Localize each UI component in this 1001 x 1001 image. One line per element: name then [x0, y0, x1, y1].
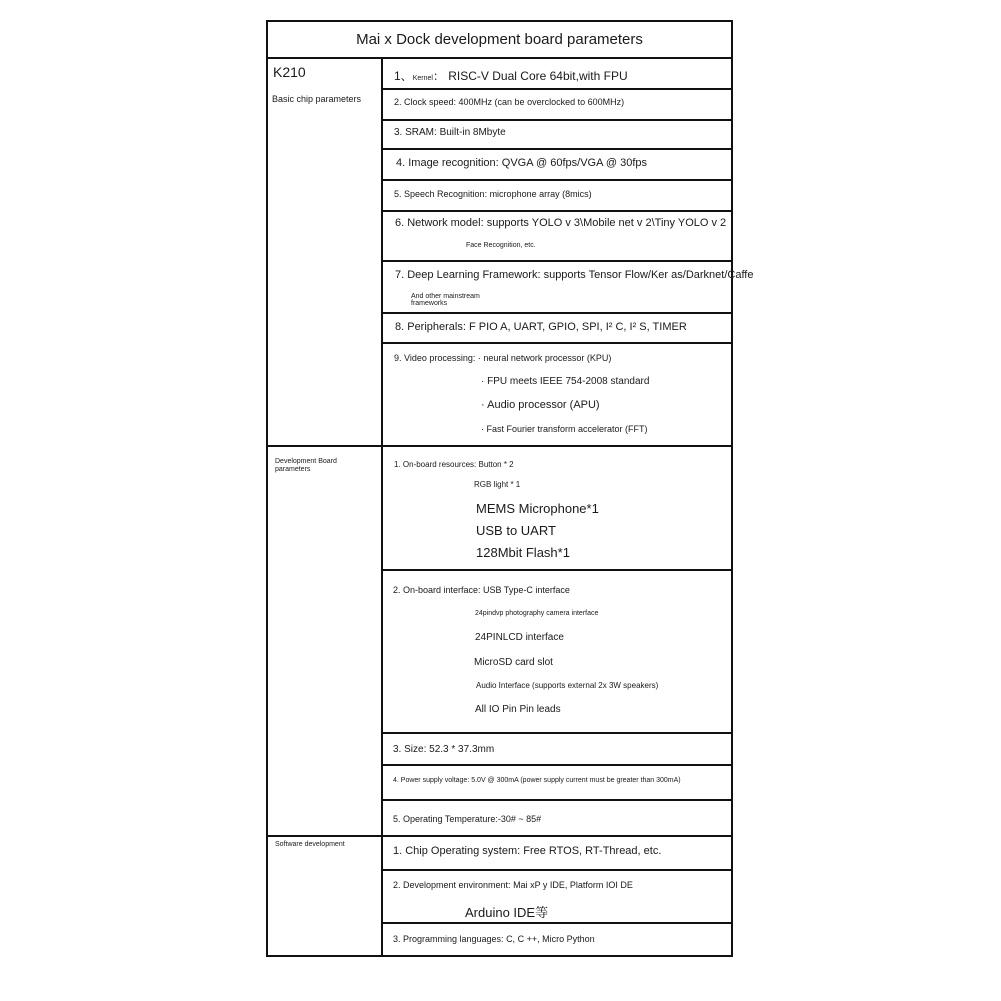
spec-video-fft: · Fast Fourier transform accelerator (FFT) [481, 424, 648, 434]
row-divider [383, 312, 733, 314]
chip-name: K210 [273, 64, 306, 80]
spec-video: 9. Video processing: · neural network processor (KPU) [394, 353, 612, 363]
spec-if-io: All IO Pin Pin leads [475, 704, 561, 715]
kernel-value: ： RISC-V Dual Core 64bit,with FPU [432, 69, 628, 83]
spec-temp: 5. Operating Temperature:-30# ~ 85# [393, 814, 542, 824]
page-title: Mai x Dock development board parameters [268, 22, 731, 59]
spec-res-flash: 128Mbit Flash*1 [476, 545, 570, 560]
spec-if-audio: Audio Interface (supports external 2x 3W speakers) [476, 681, 659, 690]
spec-network: 6. Network model: supports YOLO v 3\Mobile net v 2\Tiny YOLO v 2 [395, 217, 727, 229]
board-section-label: Development Board parameters [275, 458, 337, 473]
row-divider [383, 179, 733, 181]
spec-if-sd: MicroSD card slot [474, 657, 553, 668]
spec-framework-sub: And other mainstream frameworks [411, 293, 480, 307]
spec-framework: 7. Deep Learning Framework: supports Tensor Flow/Ker as/Darknet/Caffe [395, 269, 754, 281]
spec-video-fpu: · FPU meets IEEE 754-2008 standard [481, 376, 650, 387]
kernel-prefix: 1、 [394, 69, 413, 83]
spec-res-mems: MEMS Microphone*1 [476, 501, 599, 516]
section-divider [268, 835, 733, 837]
spec-interface: 2. On-board interface: USB Type-C interface [393, 585, 570, 595]
spec-if-camera: 24pindvp photography camera interface [475, 610, 599, 617]
row-divider [383, 260, 733, 262]
software-section-label: Software development [275, 841, 345, 848]
spec-power: 4. Power supply voltage: 5.0V @ 300mA (power supply current must be greater than 300mA) [393, 777, 681, 784]
row-divider [383, 88, 733, 90]
spec-os: 1. Chip Operating system: Free RTOS, RT-Thread, etc. [393, 845, 662, 857]
spec-speech: 5. Speech Recognition: microphone array (8mics) [394, 189, 592, 199]
row-divider [383, 119, 733, 121]
spec-image: 4. Image recognition: QVGA @ 60fps/VGA @ 30fps [396, 157, 648, 169]
spec-peripherals: 8. Peripherals: F PIO A, UART, GPIO, SPI, I² C, I² S, TIMER [395, 321, 687, 333]
spec-res-usb: USB to UART [476, 523, 556, 538]
spec-resources: 1. On-board resources: Button * 2 [394, 460, 514, 469]
spec-network-sub: Face Recognition, etc. [466, 242, 536, 249]
row-divider [383, 342, 733, 344]
kernel-word: Kernel [412, 75, 433, 82]
row-divider [383, 732, 733, 734]
parameters-table [266, 20, 754, 957]
row-divider [383, 764, 733, 766]
spec-if-lcd: 24PINLCD interface [475, 632, 564, 643]
spec-clock: 2. Clock speed: 400MHz (can be overclocked to 600MHz) [394, 97, 625, 107]
spec-lang: 3. Programming languages: C, C ++, Micro Python [393, 934, 595, 944]
row-divider [383, 210, 733, 212]
row-divider [383, 148, 733, 150]
column-divider [381, 57, 383, 957]
row-divider [383, 569, 733, 571]
row-divider [383, 922, 733, 924]
spec-env: 2. Development environment: Mai xP y IDE, Platform IOI DE [393, 880, 633, 890]
spec-res-rgb: RGB light * 1 [474, 480, 521, 489]
spec-kernel [394, 67, 628, 85]
section-divider [268, 445, 733, 447]
spec-sram: 3. SRAM: Built-in 8Mbyte [394, 127, 506, 138]
chip-section-label: Basic chip parameters [272, 94, 362, 104]
row-divider [383, 869, 733, 871]
spec-env-sub: Arduino IDE等 [465, 905, 549, 920]
row-divider [383, 799, 733, 801]
spec-size: 3. Size: 52.3 * 37.3mm [393, 744, 495, 755]
spec-video-apu: · Audio processor (APU) [481, 399, 600, 411]
